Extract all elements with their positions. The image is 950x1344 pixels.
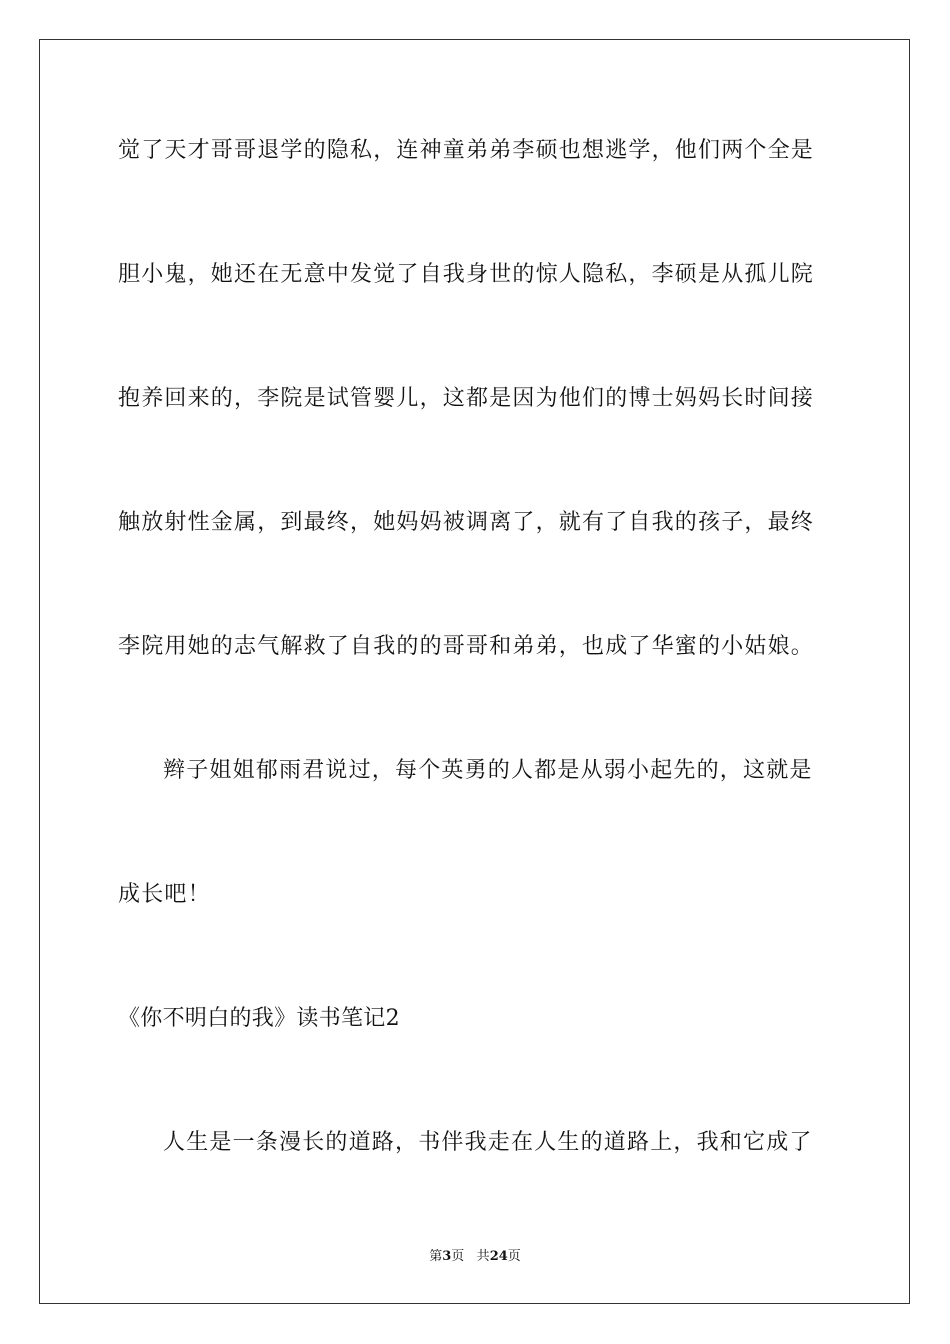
body-line-6: 辫子姐姐郁雨君说过，每个英勇的人都是从弱小起先的，这就是 <box>163 758 813 783</box>
body-line-8: 人生是一条漫长的道路，书伴我走在人生的道路上，我和它成了 <box>163 1130 813 1155</box>
footer-total-suffix: 页 <box>507 1249 521 1264</box>
section-title: 《你不明白的我》读书笔记2 <box>118 1006 400 1031</box>
footer-total-prefix: 共 <box>476 1249 490 1264</box>
footer-page-suffix: 页 <box>451 1249 465 1264</box>
footer-page-number: 3 <box>442 1249 452 1264</box>
footer-page-prefix: 第 <box>429 1249 443 1264</box>
body-line-4: 触放射性金属，到最终，她妈妈被调离了，就有了自我的孩子，最终 <box>118 510 815 535</box>
page-border <box>39 39 910 1304</box>
footer-total-pages: 24 <box>489 1249 508 1264</box>
page-footer <box>0 1248 950 1266</box>
body-line-1: 觉了天才哥哥退学的隐私，连神童弟弟李硕也想逃学，他们两个全是 <box>118 138 815 163</box>
body-line-3: 抱养回来的，李院是试管婴儿，这都是因为他们的博士妈妈长时间接 <box>118 386 815 411</box>
body-line-2: 胆小鬼，她还在无意中发觉了自我身世的惊人隐私，李硕是从孤儿院 <box>118 262 815 287</box>
body-line-7: 成长吧！ <box>118 882 211 907</box>
body-line-5: 李院用她的志气解救了自我的的哥哥和弟弟，也成了华蜜的小姑娘。 <box>118 634 815 659</box>
